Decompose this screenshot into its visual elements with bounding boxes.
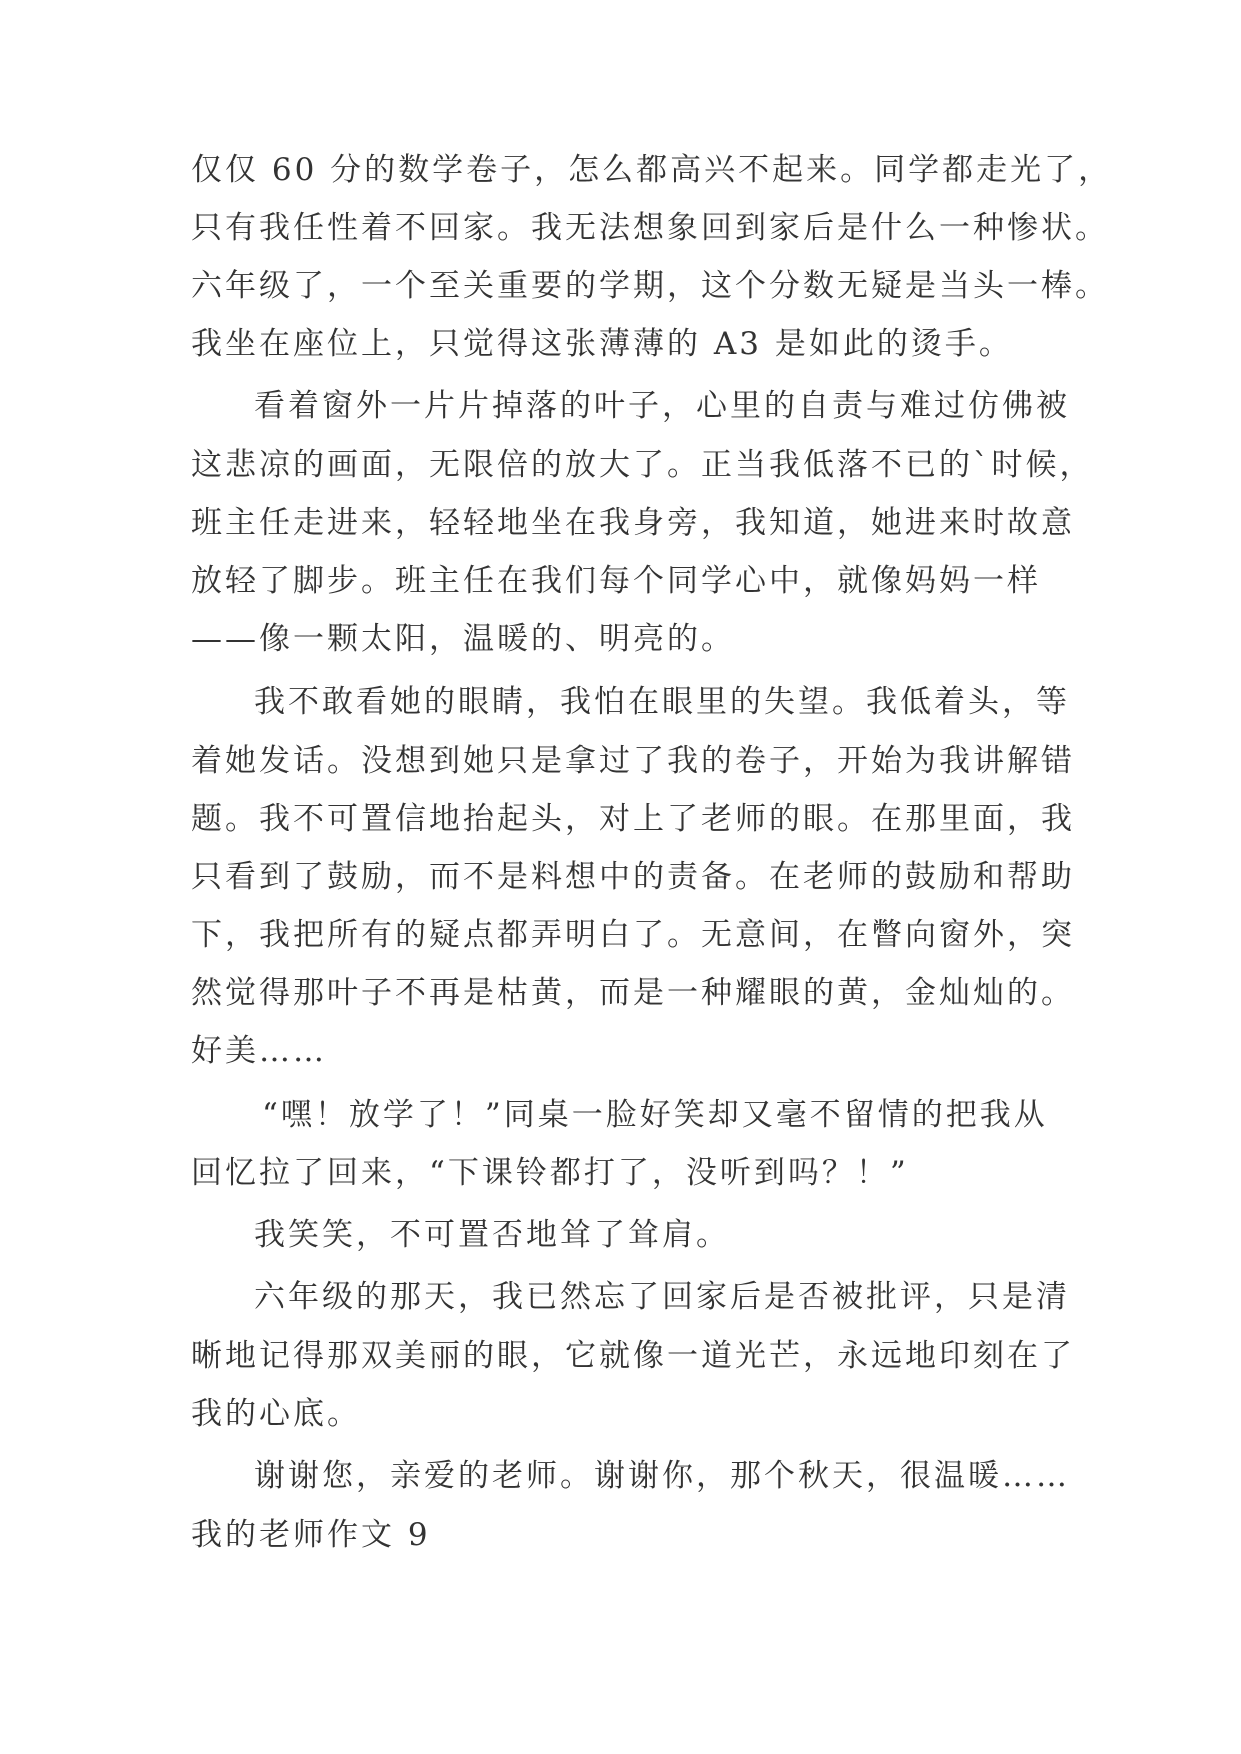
text-line: 只看到了鼓励，而不是料想中的责备。在老师的鼓励和帮助 — [191, 859, 1075, 895]
text-line: 这悲凉的画面，无限倍的放大了。正当我低落不已的`时候， — [191, 447, 1094, 483]
text-line: 放轻了脚步。班主任在我们每个同学心中，就像妈妈一样 — [191, 563, 1041, 599]
text-line: 班主任走进来，轻轻地坐在我身旁，我知道，她进来时故意 — [191, 505, 1075, 541]
text-line: 下，我把所有的疑点都弄明白了。无意间，在瞥向窗外，突 — [191, 917, 1075, 953]
text-line: 仅仅 60 分的数学卷子，怎么都高兴不起来。同学都走光了， — [191, 152, 1113, 188]
text-line: 看着窗外一片片掉落的叶子，心里的自责与难过仿佛被 — [254, 388, 1070, 424]
text-line: 我坐在座位上，只觉得这张薄薄的 A3 是如此的烫手。 — [191, 326, 1013, 362]
text-line: 晰地记得那双美丽的眼，它就像一道光芒，永远地印刻在了 — [191, 1338, 1075, 1374]
text-line: 着她发话。没想到她只是拿过了我的卷子，开始为我讲解错 — [191, 743, 1075, 779]
text-line: “嘿！放学了！”同桌一脸好笑却又毫不留情的把我从 — [262, 1097, 1048, 1133]
text-line: 只有我任性着不回家。我无法想象回到家后是什么一种惨状。 — [191, 210, 1109, 246]
text-line: 六年级了，一个至关重要的学期，这个分数无疑是当头一棒。 — [191, 268, 1109, 304]
text-line: 谢谢您，亲爱的老师。谢谢你，那个秋天，很温暖…… — [254, 1458, 1070, 1494]
text-line: 然觉得那叶子不再是枯黄，而是一种耀眼的黄，金灿灿的。 — [191, 975, 1075, 1011]
text-line: 回忆拉了回来，“下课铃都打了，没听到吗？！” — [191, 1155, 909, 1191]
section-title: 我的老师作文 9 — [191, 1517, 431, 1553]
text-line: 我笑笑，不可置否地耸了耸肩。 — [254, 1217, 730, 1253]
text-line: 好美…… — [191, 1033, 327, 1069]
text-line: ——像一颗太阳，温暖的、明亮的。 — [191, 621, 735, 657]
text-line: 我不敢看她的眼睛，我怕在眼里的失望。我低着头，等 — [254, 684, 1070, 720]
text-line: 题。我不可置信地抬起头，对上了老师的眼。在那里面，我 — [191, 801, 1075, 837]
text-line: 我的心底。 — [191, 1396, 361, 1432]
text-line: 六年级的那天，我已然忘了回家后是否被批评，只是清 — [254, 1279, 1070, 1315]
